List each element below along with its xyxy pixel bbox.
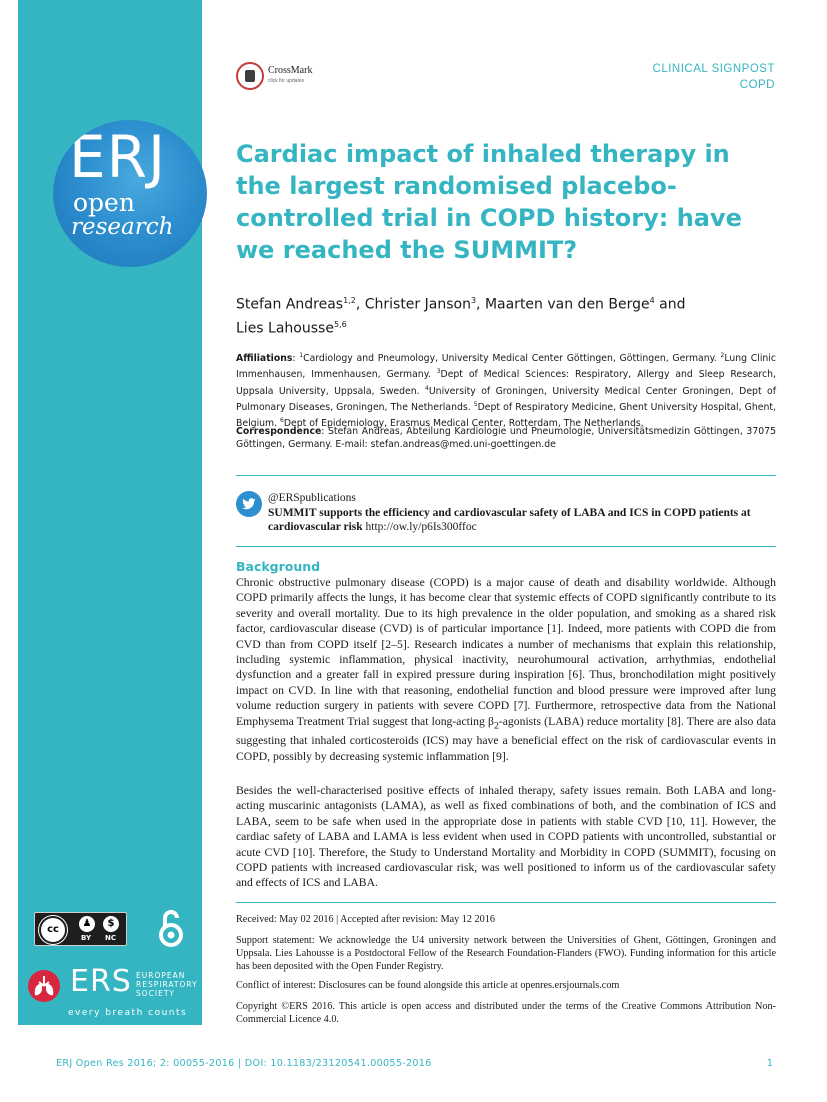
affiliation-number: 1 [299,352,304,359]
ers-tagline: every breath counts [68,1008,188,1018]
section-heading-background: Background [236,559,321,574]
author-name: , Christer Janson [355,296,471,313]
cc-icon: cc [39,916,67,944]
affiliation-text: Dept of Medical Sciences: Respiratory, Allergy and Sleep Research, Uppsala University, Uppsala, Sweden. [236,369,776,397]
tweet-box [268,491,776,535]
author-affiliation-ref: 3 [470,296,477,305]
crossmark-icon [236,62,264,90]
ers-full-name [136,971,198,998]
affiliation-number: 6 [280,417,284,425]
article-section-label [653,61,775,93]
correspondence-label: Correspondence [236,426,322,437]
author-name: , Maarten van den Berge [476,296,650,313]
body-paragraph-1 [236,575,776,764]
author-conjunction: and [654,296,686,313]
author-list [236,291,756,338]
open-access-lock-icon [157,908,185,948]
correspondence-text[interactable]: : Stefan Andreas, Abteilung Kardiologie und Pneumologie, Universitätsmedizin Göttingen, 37075 Göttingen, Germany. E-mail: stefan.andreas@med.uni-goettingen.de [236,426,776,451]
received-dates: Received: May 02 2016 | Accepted after revision: May 12 2016 [236,914,495,925]
affiliation-text: Dept of Epidemiology, Erasmus Medical Center, Rotterdam, The Netherlands. [283,418,644,430]
author-affiliation-ref: 5,6 [333,319,347,329]
tweet-link[interactable]: http://ow.ly/p6Is300ffoc [362,521,477,533]
divider [236,475,776,476]
cc-by-nc-license-badge[interactable] [34,912,127,946]
author-name: Lies Lahousse [236,320,334,337]
affiliation-text: Cardiology and Pneumology, University Medical Center Göttingen, Göttingen, Germany. [303,353,721,365]
tweet-text [268,506,776,535]
attribution-person-icon: ♟ [79,916,95,932]
subscript: 2 [493,719,499,731]
affiliations-label: Affiliations [236,353,293,365]
affiliation-text: Lung Clinic Immenhausen, Immenhausen, Germany. [236,353,776,381]
divider [236,546,776,547]
ers-lungs-icon [28,970,60,1002]
section-topic: COPD [739,79,775,91]
crossmark-sub: click for updates [268,78,305,84]
paragraph-text: -agonists (LABA) reduce mortality [8]. There are also data suggesting that inhaled corticosteroids (ICS) may have a beneficial effect on the risk of cardiovascular events in COPD, possibly by decreasing systemic inflammation [9]. [236,714,776,763]
citation-doi[interactable]: ERJ Open Res 2016; 2: 00055-2016 | DOI: 10.1183/23120541.00055-2016 [56,1058,432,1069]
ers-full-line3: SOCIETY [136,989,176,998]
paragraph-text: Chronic obstructive pulmonary disease (COPD) is a major cause of death and disability worldwide. Although COPD primarily affects the lungs, it has become clear that systemic effects of COPD significantly contribute to its severity and overall mortality. Due to its high prevalence in the older population, and smoking as a shared risk factor, cardiovascular disease (CVD) is of particular importance [1]. Indeed, more patients with COPD die from CVD than from COPD itself [2–5]. Research indicates a number of mechanisms that explain this relationship, including systemic inflammation, physical inactivity, neurohumoural activation, arrhythmias, endothelial dysfunction and a greater fall in expired pressure during inspiration [6]. Thus, bronchodilation might positively impact on CVD. In line with that reasoning, endothelial function and blood pressure were improved after lung volume reduction surgery in patients with severe COPD [7]. Furthermore, retrospective data from the National Emphysema Treatment Trial suggest that long-acting β [236,576,776,728]
author-name: Stefan Andreas [236,296,344,313]
author-affiliation-ref: 4 [649,296,655,305]
article-title: Cardiac impact of inhaled therapy in the largest randomised placebo-controlled trial in COPD history: have we reached the SUMMIT? [236,140,742,264]
sidebar [18,0,202,1025]
license-by-label: BY [81,934,92,942]
ers-wordmark: ERS [70,964,132,999]
affiliation-number: 4 [425,384,429,392]
affiliation-number: 2 [720,352,725,359]
affiliation-number: 3 [436,368,441,376]
crossmark-label: CrossMark [268,65,313,76]
ers-full-line2: RESPIRATORY [136,980,198,989]
license-nc-label: NC [105,934,116,942]
section-type: CLINICAL SIGNPOST [652,63,775,75]
support-statement: Support statement: We acknowledge the U4 university network between the Universities of Ghent, Göttingen, Groningen and Uppsala. Lies Lahousse is a Postdoctoral Fellow of the Research Foundation-Flanders (FWO). Funding information for this article has been deposited with the Open Funder Registry. [236,935,776,972]
copyright-notice: Copyright ©ERS 2016. This article is open access and distributed under the terms of the Creative Commons Attribution Non-Commercial Licence 4.0. [236,1001,776,1025]
author-affiliation-ref: 1,2 [343,296,356,305]
ers-logo[interactable] [26,964,198,1020]
affiliation-text: University of Groningen, University Medical Center Groningen, Dept of Pulmonary Diseases, Groningen, The Netherlands. [236,385,776,413]
page-number: 1 [766,1058,773,1069]
tweet-bold-text: SUMMIT supports the efficiency and cardiovascular safety of LABA and ICS in COPD patients at cardiovascular risk [268,506,751,533]
affiliations: Affiliations: $^1$Cardiology and Pneumology, University Medical Center Göttingen, Göttingen, Germany. $^2$Lung Clinic Immenhausen, Immenhausen, Germany. $^3$Dept of Medical Sciences: Respiratory, Allergy and Sleep Research, Uppsala University, Uppsala, Sweden. $^4$University of Groningen, University Medical Center Groningen, Dept of Pulmonary Diseases, Groningen, The Netherlands. $^5$Dept of Respiratory Medicine, Ghent University Hospital, Ghent, Belgium. $^6$Dept of Epidemiology, Erasmus Medical Center, Rotterdam, The Netherlands. [236,352,776,430]
logo-research-text: research [71,214,174,240]
twitter-handle[interactable]: @ERSpublications [268,492,356,504]
twitter-bird-icon[interactable] [236,491,262,517]
noncommercial-icon: $ [103,916,119,932]
affiliation-text: Dept of Respiratory Medicine, Ghent University Hospital, Ghent, Belgium. [236,401,776,430]
body-paragraph-2: Besides the well-characterised positive effects of inhaled therapy, safety issues remain. Both LABA and long-acting muscarinic antagonists (LAMA), as well as fixed combinations of both, and the combination of ICS and LABA, seem to be safe when used in the appropriate dose in patients with stable CVD [10, 11]. However, the cardiac safety of LABA and LAMA is less evident when used in COPD patients with uncontrolled, substantial or acute CVD [10]. Therefore, the Study to Understand Mortality and Morbidity in COPD (SUMMIT), focusing on COPD patients with increased cardiovascular risk, was well positioned to inform us of the cardiovascular safety and effects of ICS and LABA. [236,784,776,890]
ers-full-line1: EUROPEAN [136,971,186,980]
divider [236,902,776,903]
crossmark-badge[interactable] [236,62,326,92]
correspondence [236,425,776,451]
conflict-of-interest: Conflict of interest: Disclosures can be found alongside this article at openres.ersjournals.com [236,980,620,991]
erj-open-research-logo[interactable] [53,120,207,267]
logo-open-text: open [73,188,135,217]
affiliation-number: 5 [473,400,478,408]
logo-erj-text: ERJ [69,123,167,191]
